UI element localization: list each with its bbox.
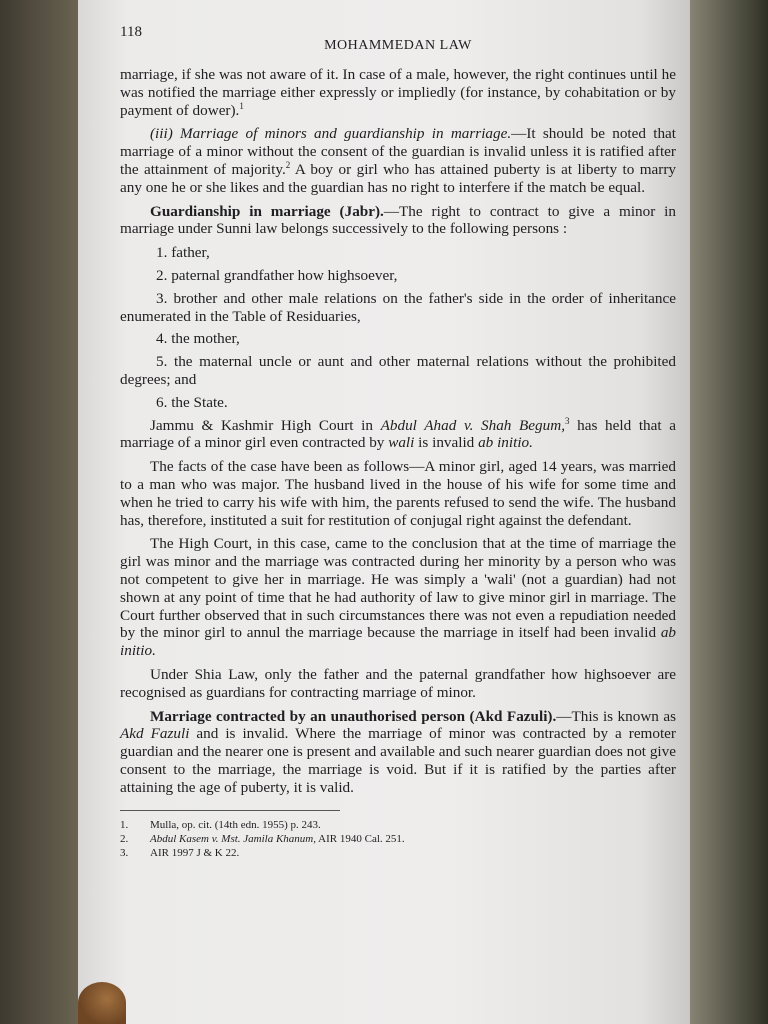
section-heading-jabr: Guardianship in marriage (Jabr). xyxy=(150,202,384,220)
footnote-ref-1: 1 xyxy=(239,100,244,111)
list-item-5: 5. the maternal uncle or aunt and other maternal relations without the prohibited degrees; and xyxy=(120,353,676,388)
list-item-6: 6. the State. xyxy=(156,393,228,411)
footnote-3-text: AIR 1997 J & K 22. xyxy=(150,847,240,860)
footnote-ref-3: 3 xyxy=(565,415,570,426)
paragraph-shia-law: Under Shia Law, only the father and the paternal grandfather how highsoever are recognised as guardians for contracting marriage of minor. xyxy=(120,665,676,701)
term-wali: wali xyxy=(388,434,415,452)
footnote-1 xyxy=(120,819,676,832)
footnote-3-number: 3. xyxy=(120,847,129,860)
thumb xyxy=(78,982,126,1024)
paragraph-akd-fazuli-text-a: —This is known as xyxy=(556,707,677,725)
running-head: MOHAMMEDAN LAW xyxy=(324,38,472,53)
paragraph-akd-fazuli-text-b: and is invalid. Where the marriage of minor was contracted by a remoter guardian and the nearer one is present and available and such nearer guardian does not give consent to the marriage, the marriage is void. But if it is ratified by the parties after attaining the age of puberty, it is valid. xyxy=(120,725,676,796)
paragraph-1-text: marriage, if she was not aware of it. In case of a male, however, the right continues until he was notified the marriage either expressly or impliedly (for instance, by cohabitation or by payment of dower). xyxy=(120,66,676,119)
paragraph-minors-text: —It should be noted that marriage of a minor without the consent of the guardian is invalid unless it is ratified after the attainment of majority. xyxy=(120,125,676,178)
footnote-1-number: 1. xyxy=(120,819,129,832)
section-heading-minors: (iii) Marriage of minors and guardianship in marriage. xyxy=(150,125,512,143)
book-page xyxy=(78,0,690,1024)
page-number: 118 xyxy=(120,24,142,40)
footnote-3 xyxy=(120,847,676,860)
footnote-2-number: 2. xyxy=(120,833,129,846)
term-ab-initio: ab initio. xyxy=(478,434,533,452)
background-left xyxy=(0,0,80,1024)
paragraph-case-text-a: Jammu & Kashmir High Court in xyxy=(150,416,381,434)
page-content xyxy=(120,18,676,861)
list-item-1: 1. father, xyxy=(156,244,210,262)
case-name: Abdul Ahad v. Shah Begum, xyxy=(380,416,566,434)
footnote-2-text: AIR 1940 Cal. 251. xyxy=(316,833,405,846)
paragraph-1 xyxy=(120,66,676,119)
paragraph-high-court xyxy=(120,535,676,660)
background-right xyxy=(688,0,768,1024)
list-item-3: 3. brother and other male relations on the father's side in the order of inheritance enumerated in the Table of Residuaries, xyxy=(120,289,676,325)
paragraph-case xyxy=(120,417,676,453)
footnote-2-case: Abdul Kasem v. Mst. Jamila Khanum, xyxy=(150,833,317,846)
paragraph-minors-tail: A boy or girl who has attained puberty is at liberty to marry any one he or she likes and the guardian has no right to interfere if the match be equal. xyxy=(120,160,676,196)
footnote-ref-2: 2 xyxy=(285,159,291,170)
footnote-1-text: Mulla, op. cit. (14th edn. 1955) p. 243. xyxy=(150,819,321,832)
term-akd-fazuli: Akd Fazuli xyxy=(120,725,190,743)
paragraph-akd-fazuli xyxy=(120,708,676,797)
term-ab-initio-2: ab initio. xyxy=(120,624,676,660)
paragraph-guardianship-text: —The right to contract to give a minor in marriage under Sunni law belongs successively to the following persons : xyxy=(120,202,677,238)
paragraph-guardianship xyxy=(120,203,676,239)
list-item-4: 4. the mother, xyxy=(156,330,240,348)
paragraph-high-court-text: The High Court, in this case, came to the conclusion that at the time of marriage the girl was minor and the marriage was contracted during her minority by a person who was not competent to give her in marriage. He was simply a 'wali' (not a guardian) had not shown at any point of time that he had authority of law to give minor girl in marriage. The Court further observed that in such circumstances there was not even a repudiation needed by the minor girl to annul the marriage because the marriage in itself had been invalid xyxy=(120,535,676,642)
list-item-2: 2. paternal grandfather how highsoever, xyxy=(156,266,398,284)
paragraph-case-text-b: has held that a marriage of a minor girl even contracted by xyxy=(120,416,676,452)
footnote-rule xyxy=(120,810,340,811)
section-heading-akd-fazuli: Marriage contracted by an unauthorised person (Akd Fazuli). xyxy=(150,707,557,725)
paragraph-minors xyxy=(120,125,676,196)
paragraph-case-text-c: is invalid xyxy=(414,434,479,452)
paragraph-facts: The facts of the case have been as follows—A minor girl, aged 14 years, was married to a man who was major. The husband lived in the house of his wife for some time and when he tried to carry his wife with him, the parents refused to send the wife. The husband has, therefore, instituted a suit for restitution of conjugal right against the defendant. xyxy=(120,458,676,529)
footnote-2 xyxy=(120,833,676,846)
